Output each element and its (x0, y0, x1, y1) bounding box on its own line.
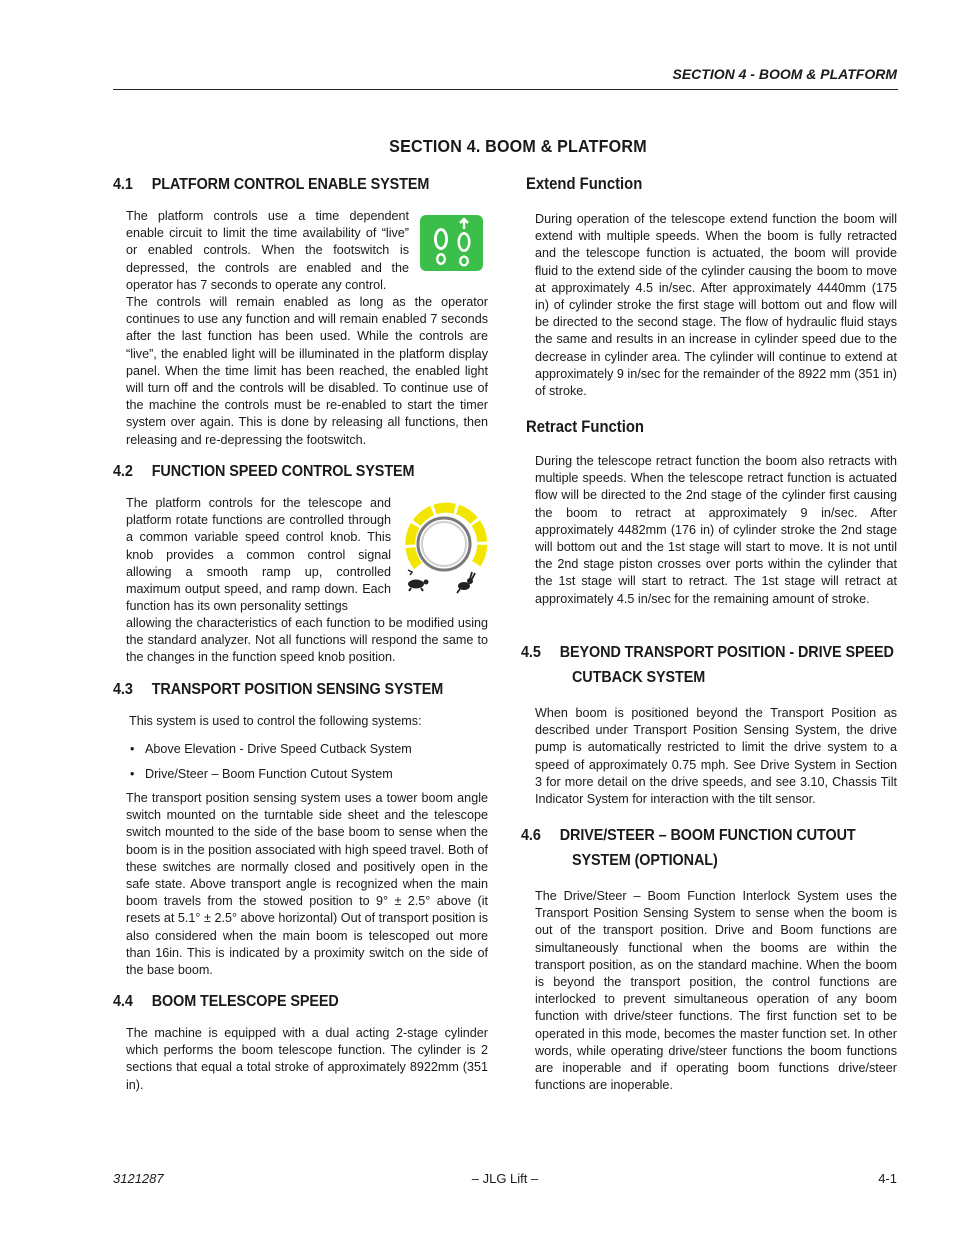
heading-text: FUNCTION SPEED CONTROL SYSTEM (151, 463, 415, 480)
bullet-icon: • (130, 742, 135, 756)
heading-text: BOOM TELESCOPE SPEED (151, 993, 339, 1010)
paragraph-4-2-a: The platform controls for the telescope and platform rotate functions are controlled through a common variable speed control knob. This knob provides a common control signal allowing a smooth ramp up, controlled maximum output speed, and ramp down. Each function has its own personality settings (126, 496, 391, 614)
running-header: SECTION 4 - BOOM & PLATFORM (672, 66, 897, 82)
paragraph-4-6: The Drive/Steer – Boom Function Interlock System uses the Transport Position Sensing System to sense when the boom is out of the transport position. Drive and Boom functions are simultaneously functional when the booms are within the transport position, as on the standard machine. When the boom is beyond the transport position, the control functions are interlocked to prevent simultaneous operation of any boom function with drive/steer functions. The first function set to be operated in this mode, becomes the master function set. In other words, while operating drive/steer functions the boom functions are inoperable and if operating boom functions drive/steer functions are inoperable. (535, 889, 897, 1093)
list-item-text: Drive/Steer – Boom Function Cutout System (145, 767, 393, 781)
heading-4-1 (113, 176, 429, 194)
document-number: 3121287 (113, 1171, 164, 1186)
heading-number: 4.2 (113, 463, 133, 480)
heading-4-2 (113, 463, 414, 481)
heading-4-6 (521, 827, 856, 845)
paragraph-extend-function: During operation of the telescope extend function the boom will extend with multiple speeds. When the boom is fully retracted and the telescope function is actuated, the boom will provide fluid to the extend side of the cylinder causing the boom to move at approximately 4.5 in/sec. After approximately 4440mm (175 in) of cylinder stroke the first stage will bottom out and flow will be directed to the second stage. The flow of hydraulic fluid stays the same and results in an increase in cylinder speed due to the decrease in cylinder area. The cylinder will continue to extend at approximately 9 in/sec for the remainder of the 8922 mm (351 in) of stroke. (535, 212, 897, 399)
paragraph-4-2-b: allowing the characteristics of each function to be modified using the standard analyzer. Not all functions will respond the same to the changes in the function speed knob position. (126, 616, 488, 665)
heading-4-5 (521, 644, 894, 662)
heading-4-4 (113, 993, 339, 1011)
heading-number: 4.1 (113, 176, 133, 193)
heading-4-5-line2: CUTBACK SYSTEM (572, 669, 706, 686)
page-number: 4-1 (878, 1171, 897, 1186)
speed-knob-icon (402, 502, 488, 600)
paragraph-4-3: The transport position sensing system uses a tower boom angle switch mounted on the turntable side sheet and the telescope switch mounted to the side of the base boom to sense when the boom is in the position associated with high speed travel. Both of these switches are normally closed and positively open in the safe state. Above transport angle is recognized when the main boom travels from the stowed position to 9° ± 2.5° above (it resets at 5.1° ± 2.5° above horizontal) Out of transport position is also considered when the main boom is telescoped out more than 16in. This is indicated by a proximity switch on the side of the base boom. (126, 791, 488, 978)
heading-4-3 (113, 681, 443, 699)
paragraph-4-4: The machine is equipped with a dual acting 2-stage cylinder which performs the boom telescope function. The cylinder is 2 sections that equal a total stroke of approximately 8922mm (351 in). (126, 1026, 488, 1092)
page-title: SECTION 4. BOOM & PLATFORM (389, 136, 647, 156)
paragraph-4-3-intro: This system is used to control the following systems: (129, 714, 422, 728)
paragraph-retract-function: During the telescope retract function the boom also retracts with multiple speeds. When the telescope retract function is actuated flow will be directed to the 2nd stage of the cylinder first causing the boom to retract at approximately 9 in/sec. After approximately 4482mm (176 in) of cylinder stroke the 2nd stage will bottom out and the 1st stage will start to move. It is not until the 2nd stage piston crosses over ports within the cylinder that the 1st stage will start to retract. The 1st stage will retract at approximately 4.5 in/sec for the remaining amount of stroke. (535, 454, 897, 606)
heading-number: 4.3 (113, 681, 133, 698)
bullet-icon: • (130, 767, 135, 781)
heading-retract-function: Retract Function (526, 418, 644, 436)
list-item-text: Above Elevation - Drive Speed Cutback System (145, 742, 412, 756)
heading-extend-function: Extend Function (526, 175, 643, 193)
footer-center: – JLG Lift – (471, 1171, 539, 1186)
heading-text: TRANSPORT POSITION SENSING SYSTEM (151, 681, 444, 698)
list-item (126, 766, 393, 783)
heading-4-6-line2: SYSTEM (OPTIONAL) (572, 852, 718, 869)
heading-number: 4.5 (521, 644, 541, 661)
heading-number: 4.4 (113, 993, 133, 1010)
heading-number: 4.6 (521, 827, 541, 844)
list-item (126, 741, 412, 758)
heading-text: DRIVE/STEER – BOOM FUNCTION CUTOUT (559, 827, 856, 844)
heading-text: PLATFORM CONTROL ENABLE SYSTEM (151, 176, 430, 193)
paragraph-4-1-a: The platform controls use a time dependent enable circuit to limit the time availability of “live” or enabled controls. When the footswitch is depressed, the controls are enabled and the operator has 7 seconds to operate any control. (126, 209, 409, 292)
footswitch-icon (420, 215, 483, 271)
paragraph-4-5: When boom is positioned beyond the Transport Position as described under Transport Position Sensing System, the drive pump is automatically restricted to limit the drive system to a speed of approximately 0.75 mph. See Drive System in Section 3 for more detail on the drive speeds, and see 3.10, Chassis Tilt Indicator System for interaction with the tilt sensor. (535, 706, 897, 807)
heading-text: BEYOND TRANSPORT POSITION - DRIVE SPEED (559, 644, 894, 661)
paragraph-4-1-b: The controls will remain enabled as long as the operator continues to use any function and will remain enabled 7 seconds after the last function has been used. While the controls are “live”, the enabled light will be illuminated in the platform display panel. When the time limit has been reached, the enabled light will turn off and the controls will be disabled. To continue use of the machine the controls must be re-enabled to start the timer system over again. This is done by releasing all functions, then releasing and re-depressing the footswitch. (126, 295, 488, 447)
header-rule (113, 89, 898, 90)
